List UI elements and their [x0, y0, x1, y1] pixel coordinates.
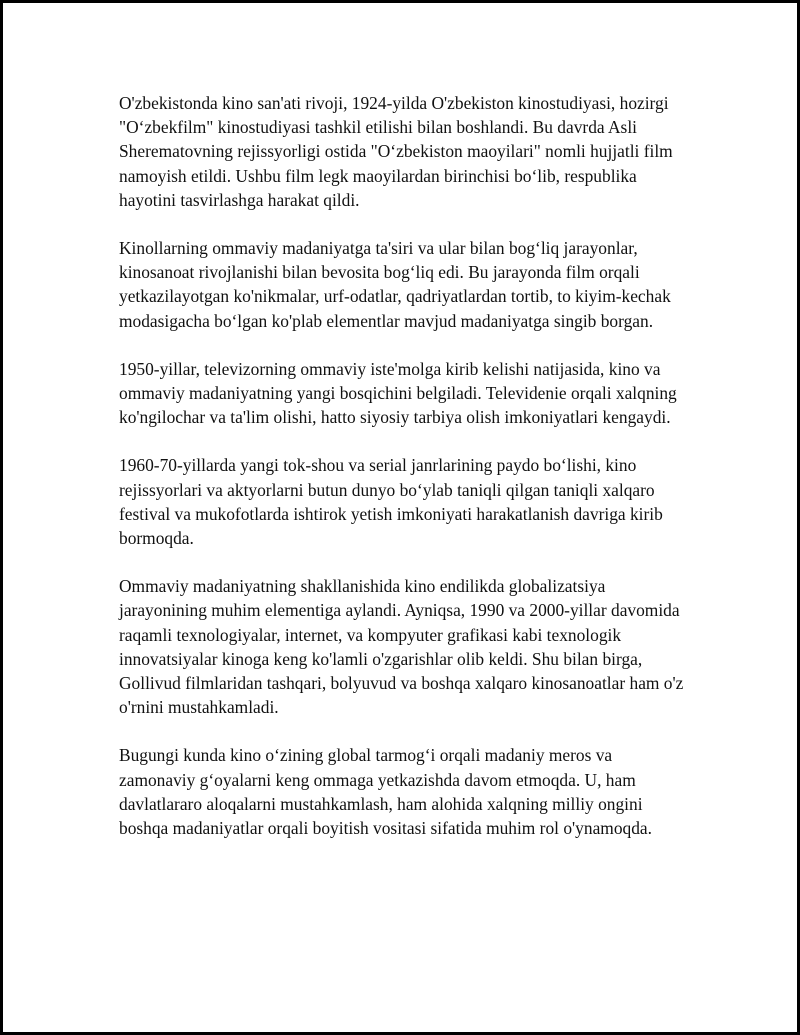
- paragraph-5: Ommaviy madaniyatning shakllanishida kino endilikda globalizatsiya jarayonining muhim elementiga aylandi. Ayniqsa, 1990 va 2000-yillar davomida raqamli texnologiyalar, internet, va kompyuter grafikasi kabi texnologik innovatsiyalar kinoga keng ko'lamli o'zgarishlar olib keldi. Shu bilan birga, Gollivud filmlaridan tashqari, bolyuvud va boshqa xalqaro kinosanoatlar ham o'z o'rnini mustahkamladi.: [119, 576, 684, 718]
- paragraph-2: Kinollarning ommaviy madaniyatga ta'siri va ular bilan bog‘liq jarayonlar, kinosanoat rivojlanishi bilan bevosita bog‘liq edi. Bu jarayonda film orqali yetkazilayotgan ko'nikmalar, urf-odatlar, qadriyatlardan tortib, to kiyim-kechak modasigacha bo‘lgan ko'plab elementlar mavjud madaniyatga singib borgan.: [119, 238, 671, 331]
- paragraph-4: 1960-70-yillarda yangi tok-shou va serial janrlarining paydo bo‘lishi, kino rejissyorlari va aktyorlarni butun dunyo bo‘ylab taniqli qilgan taniqli xalqaro festival va mukofotlarda ishtirok yetish imkoniyati harakatlanish davriga kirib bormoqda.: [119, 455, 663, 549]
- paragraph-1: O'zbekistonda kino san'ati rivoji, 1924-yilda O'zbekiston kinostudiyasi, hozirgi "O‘zbekfilm" kinostudiyasi tashkil etilishi bilan boshlandi. Bu davrda Asli Sherematovning rejissyorligi ostida "O‘zbekiston maoyilari" nomli hujjatli film namoyish etildi. Ushbu film legk maoyilardan birinchisi bo‘lib, respublika hayotini tasvirlashga harakat qildi.: [119, 93, 673, 210]
- paragraph-3: 1950-yillar, televizorning ommaviy iste'molga kirib kelishi natijasida, kino va ommaviy madaniyatning yangi bosqichini belgiladi. Televidenie orqali xalqning ko'ngilochar va ta'lim olishi, hatto siyosiy tarbiya olish imkoniyatlari kengaydi.: [119, 358, 677, 428]
- paragraph-6: Bugungi kunda kino o‘zining global tarmog‘i orqali madaniy meros va zamonaviy g‘oyalarni keng ommaga yetkazishda davom etmoqda. U, ham davlatlararo aloqalarni mustahkamlash, ham alohida xalqning milliy ongini boshqa madaniyatlar orqali boyitish vositasi sifatida muhim rol o'ynamoqda.: [119, 745, 652, 839]
- document-body: [119, 91, 691, 864]
